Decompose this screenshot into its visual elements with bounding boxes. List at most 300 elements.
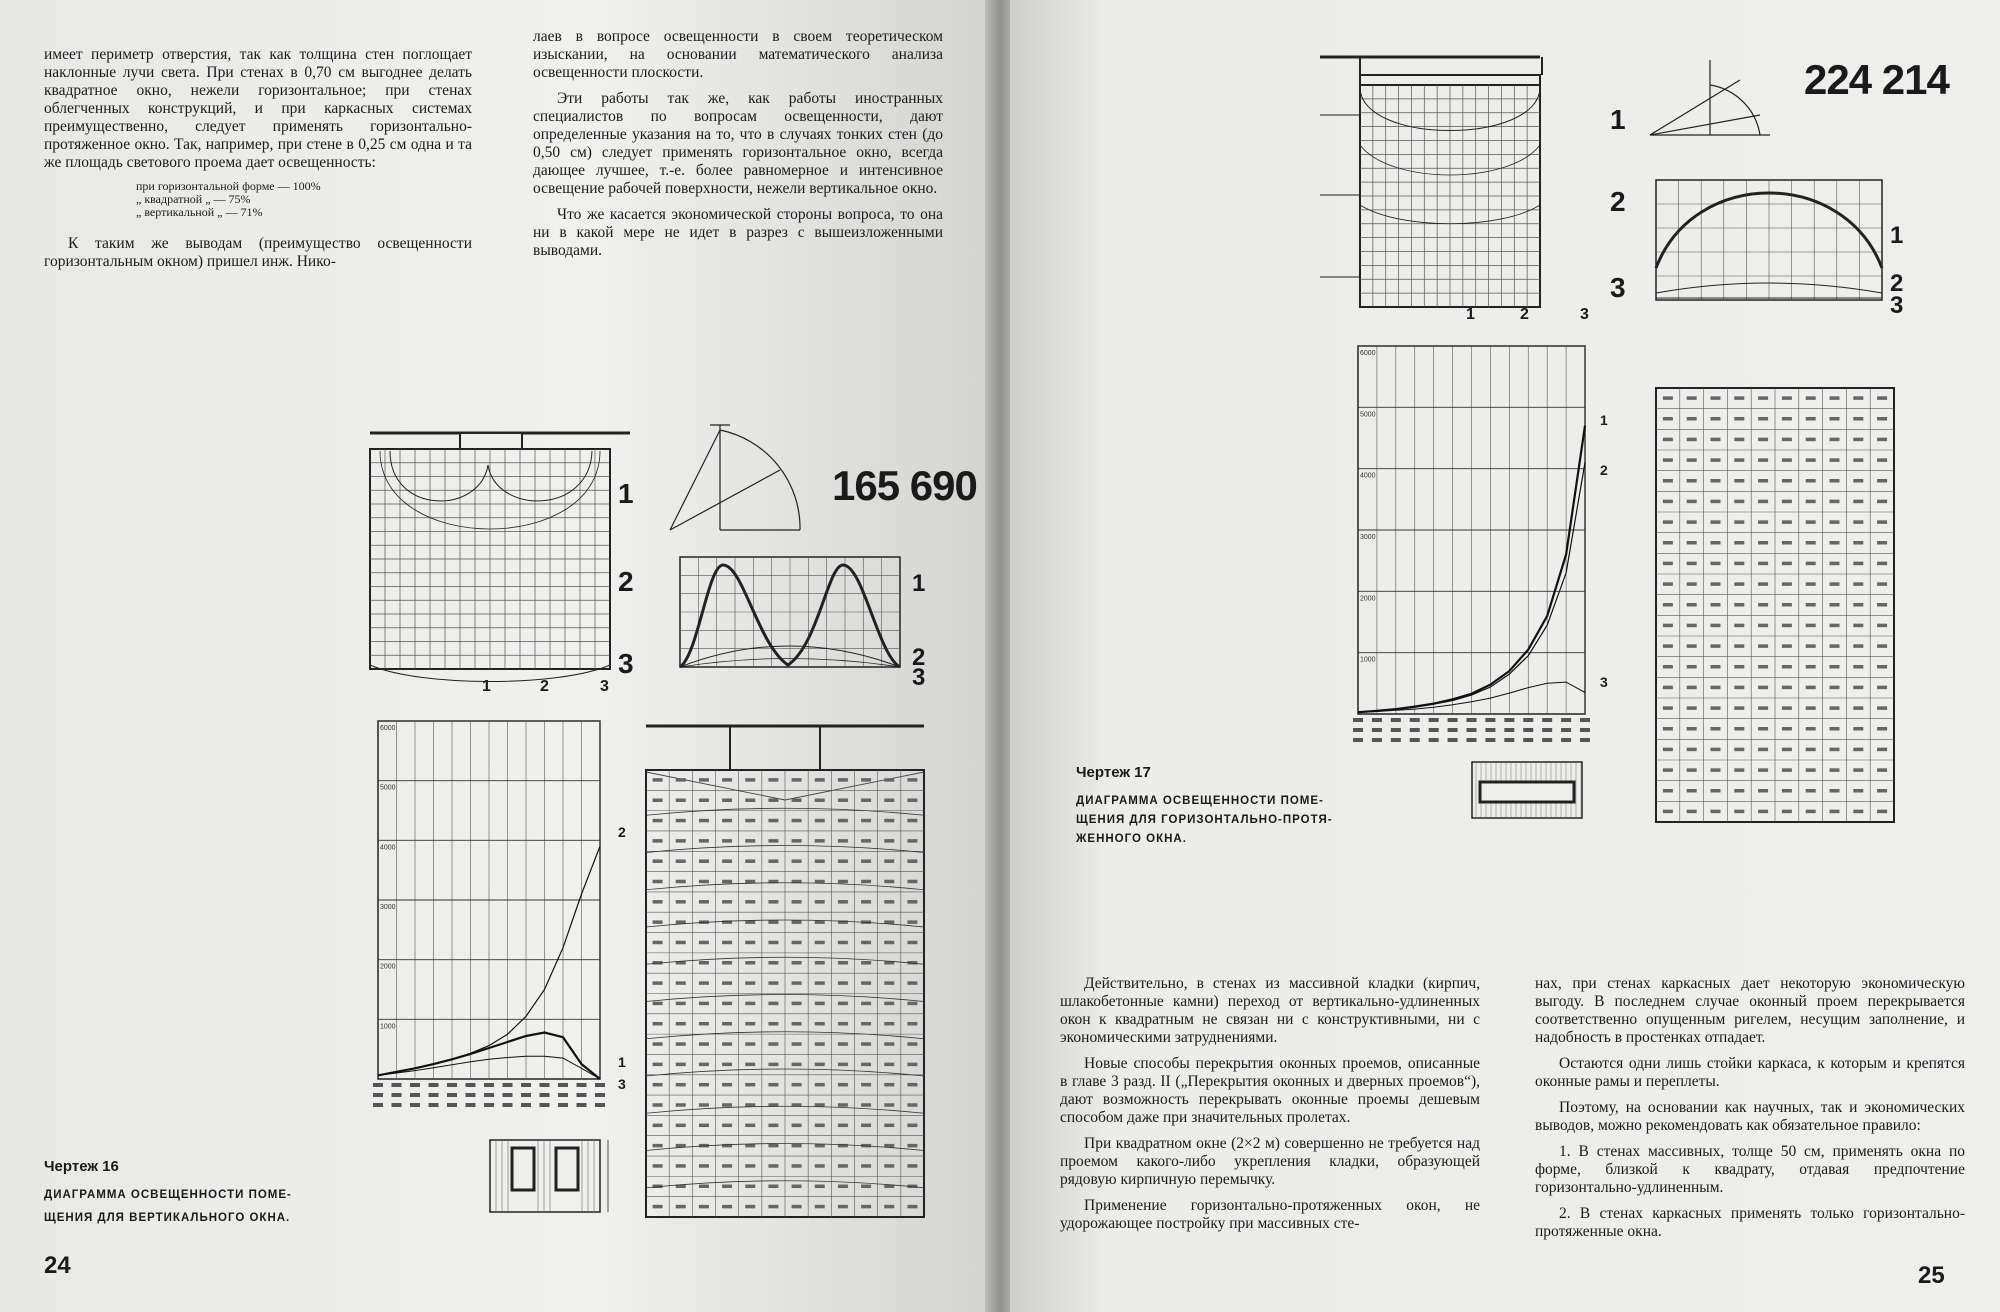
cell-value-mark bbox=[768, 1063, 778, 1067]
cell-value-mark bbox=[792, 1002, 802, 1006]
cell-value-mark bbox=[1782, 520, 1792, 524]
cell-value-mark bbox=[838, 900, 848, 904]
cell-value-mark bbox=[768, 981, 778, 985]
cell-value-mark bbox=[653, 941, 663, 945]
cell-value-mark bbox=[768, 778, 778, 782]
cell-value-mark bbox=[1663, 417, 1673, 421]
cell-value-mark bbox=[1830, 624, 1840, 628]
cell-value-mark bbox=[884, 1042, 894, 1046]
cell-value-mark bbox=[722, 1063, 732, 1067]
cell-value-mark bbox=[1734, 603, 1744, 607]
cell-value-mark bbox=[722, 1042, 732, 1046]
cell-value-mark bbox=[1853, 417, 1863, 421]
cell-value-mark bbox=[699, 880, 709, 884]
cell-value-mark bbox=[653, 1103, 663, 1107]
row-figure-mark bbox=[373, 1093, 383, 1097]
cell-value-mark bbox=[1663, 582, 1673, 586]
cell-value-mark bbox=[1830, 562, 1840, 566]
cell-value-mark bbox=[676, 839, 686, 843]
list-item: „ квадратной „ — 75% bbox=[136, 192, 251, 206]
cell-value-mark bbox=[884, 798, 894, 802]
cell-value-mark bbox=[1806, 665, 1816, 669]
cell-value-mark bbox=[1782, 810, 1792, 814]
cell-value-mark bbox=[676, 880, 686, 884]
cell-value-mark bbox=[1877, 438, 1887, 442]
caption-sub-17-line1: ДИАГРАММА ОСВЕЩЕННОСТИ ПОМЕ- bbox=[1076, 795, 1324, 807]
cell-value-mark bbox=[745, 941, 755, 945]
curve-label-3: 3 bbox=[912, 664, 926, 691]
cell-value-mark bbox=[1734, 624, 1744, 628]
right-col1-para2: Новые способы перекрытия оконных проемов, описанные в главе 3 разд. II („Перекрытия оконных и дверных проемов“), дают возможность перекрывать оконные проемы дешевым способом даже при значительных пролетах. bbox=[1060, 1055, 1480, 1126]
cell-value-mark bbox=[1711, 396, 1721, 400]
cell-value-mark bbox=[653, 1124, 663, 1128]
cell-value-mark bbox=[653, 778, 663, 782]
cell-value-mark bbox=[792, 1185, 802, 1189]
cell-value-mark bbox=[907, 920, 917, 924]
cell-value-mark bbox=[1663, 458, 1673, 462]
cell-value-mark bbox=[907, 900, 917, 904]
cell-value-mark bbox=[722, 941, 732, 945]
row-figure-mark bbox=[1353, 738, 1363, 742]
cell-value-mark bbox=[884, 981, 894, 985]
cell-value-mark bbox=[861, 900, 871, 904]
caption-title-17: Чертеж 17 bbox=[1076, 764, 1151, 781]
row-figure-mark bbox=[540, 1083, 550, 1087]
y-tick-label: 3000 bbox=[380, 904, 396, 911]
cell-value-mark bbox=[1687, 417, 1697, 421]
cell-value-mark bbox=[861, 1124, 871, 1128]
cell-value-mark bbox=[861, 1063, 871, 1067]
cell-value-mark bbox=[1663, 624, 1673, 628]
curve-label-1: 1 bbox=[912, 570, 926, 597]
cell-value-mark bbox=[861, 981, 871, 985]
cell-value-mark bbox=[676, 798, 686, 802]
cell-value-mark bbox=[1806, 458, 1816, 462]
cell-value-mark bbox=[907, 859, 917, 863]
row-figure-mark bbox=[595, 1093, 605, 1097]
row-figure-mark bbox=[1372, 718, 1382, 722]
cell-value-mark bbox=[1853, 541, 1863, 545]
cell-value-mark bbox=[1734, 789, 1744, 793]
cell-value-mark bbox=[861, 778, 871, 782]
cell-value-mark bbox=[1830, 810, 1840, 814]
cell-value-mark bbox=[1782, 789, 1792, 793]
cell-value-mark bbox=[1711, 665, 1721, 669]
cell-value-mark bbox=[1711, 810, 1721, 814]
cell-value-mark bbox=[722, 1164, 732, 1168]
cell-value-mark bbox=[676, 1205, 686, 1209]
cell-value-mark bbox=[1711, 520, 1721, 524]
cell-value-mark bbox=[745, 1185, 755, 1189]
cell-value-mark bbox=[792, 961, 802, 965]
cell-value-mark bbox=[1853, 810, 1863, 814]
row-figure-mark bbox=[447, 1103, 457, 1107]
angle-diagram-horizontal bbox=[1640, 55, 1790, 145]
cell-value-mark bbox=[861, 1103, 871, 1107]
cell-value-mark bbox=[907, 839, 917, 843]
cell-value-mark bbox=[653, 1205, 663, 1209]
cell-value-mark bbox=[861, 798, 871, 802]
row-figure-mark bbox=[1391, 738, 1401, 742]
cell-value-mark bbox=[1877, 582, 1887, 586]
cell-value-mark bbox=[907, 941, 917, 945]
cell-value-mark bbox=[1663, 706, 1673, 710]
cell-value-mark bbox=[815, 1205, 825, 1209]
cell-value-mark bbox=[792, 1042, 802, 1046]
cell-value-mark bbox=[1734, 438, 1744, 442]
cell-value-mark bbox=[1758, 624, 1768, 628]
plan-axis-3: 3 bbox=[600, 678, 609, 695]
cell-value-mark bbox=[1663, 520, 1673, 524]
right-col2-para4: 1. В стенах массивных, толще 50 см, применять окна по форме, близкой к квадрату, отдавая предпочтение горизонтально-удлиненным. bbox=[1535, 1143, 1965, 1196]
plan-diagram-vertical bbox=[360, 425, 640, 700]
row-figure-mark bbox=[1561, 738, 1571, 742]
cell-value-mark bbox=[815, 1022, 825, 1026]
cell-value-mark bbox=[907, 1144, 917, 1148]
cell-value-mark bbox=[907, 1083, 917, 1087]
y-tick-label: 1000 bbox=[1360, 656, 1376, 664]
cell-value-mark bbox=[838, 1083, 848, 1087]
cell-value-mark bbox=[745, 1164, 755, 1168]
cell-value-mark bbox=[1687, 768, 1697, 772]
row-figure-mark bbox=[577, 1103, 587, 1107]
cell-value-mark bbox=[1758, 520, 1768, 524]
row-figure-mark bbox=[1504, 718, 1514, 722]
plan-diagram-horizontal bbox=[1310, 55, 1550, 330]
cell-value-mark bbox=[907, 1002, 917, 1006]
cell-value-mark bbox=[884, 1063, 894, 1067]
cell-value-mark bbox=[1782, 644, 1792, 648]
cell-value-mark bbox=[1663, 644, 1673, 648]
plan17-axis-3: 3 bbox=[1580, 306, 1589, 323]
cell-value-mark bbox=[1830, 458, 1840, 462]
cell-value-mark bbox=[1806, 396, 1816, 400]
cell-value-mark bbox=[1711, 624, 1721, 628]
cell-value-mark bbox=[1663, 541, 1673, 545]
cell-value-mark bbox=[907, 778, 917, 782]
cell-value-mark bbox=[768, 819, 778, 823]
cell-value-mark bbox=[1782, 748, 1792, 752]
window-elevation-horizontal bbox=[1470, 760, 1590, 820]
cell-value-mark bbox=[1663, 665, 1673, 669]
cell-value-mark bbox=[1782, 562, 1792, 566]
cell-value-mark bbox=[861, 1083, 871, 1087]
chart-label-2: 2 bbox=[618, 824, 626, 840]
cell-value-mark bbox=[722, 839, 732, 843]
cell-value-mark bbox=[792, 1164, 802, 1168]
cell-value-mark bbox=[699, 859, 709, 863]
cell-value-mark bbox=[1734, 541, 1744, 545]
cell-value-mark bbox=[1830, 789, 1840, 793]
illumination-chart-vertical bbox=[370, 715, 610, 1115]
room-grid-horizontal bbox=[1650, 380, 1900, 830]
cell-value-mark bbox=[768, 941, 778, 945]
row-figure-mark bbox=[1523, 718, 1533, 722]
cell-value-mark bbox=[861, 880, 871, 884]
row-figure-mark bbox=[1467, 728, 1477, 732]
cell-value-mark bbox=[676, 819, 686, 823]
cell-value-mark bbox=[722, 778, 732, 782]
cell-value-mark bbox=[768, 1002, 778, 1006]
cell-value-mark bbox=[1877, 541, 1887, 545]
plan-label-1: 1 bbox=[618, 478, 634, 509]
cell-value-mark bbox=[676, 1063, 686, 1067]
row-figure-mark bbox=[466, 1083, 476, 1087]
left-text-col2 bbox=[533, 28, 943, 268]
cell-value-mark bbox=[792, 778, 802, 782]
cell-value-mark bbox=[861, 1205, 871, 1209]
cell-value-mark bbox=[1782, 603, 1792, 607]
cell-value-mark bbox=[1877, 810, 1887, 814]
row-figure-mark bbox=[373, 1103, 383, 1107]
cell-value-mark bbox=[815, 778, 825, 782]
cell-value-mark bbox=[1782, 582, 1792, 586]
cell-value-mark bbox=[815, 941, 825, 945]
y-tick-label: 2000 bbox=[380, 963, 396, 971]
cell-value-mark bbox=[1758, 706, 1768, 710]
cell-value-mark bbox=[815, 961, 825, 965]
cell-value-mark bbox=[722, 1022, 732, 1026]
cell-value-mark bbox=[1758, 768, 1768, 772]
cell-value-mark bbox=[1711, 789, 1721, 793]
cell-value-mark bbox=[1853, 665, 1863, 669]
right-col2-para3: Поэтому, на основании как научных, так и экономических выводов, можно рекомендовать как обязательное правило: bbox=[1535, 1099, 1965, 1134]
cell-value-mark bbox=[1687, 665, 1697, 669]
cell-value-mark bbox=[792, 1083, 802, 1087]
cell-value-mark bbox=[907, 981, 917, 985]
cell-value-mark bbox=[792, 920, 802, 924]
cell-value-mark bbox=[653, 819, 663, 823]
cell-value-mark bbox=[792, 1063, 802, 1067]
cell-value-mark bbox=[1877, 727, 1887, 731]
y-tick-label: 6000 bbox=[1360, 350, 1376, 357]
window-opening bbox=[730, 726, 820, 770]
cell-value-mark bbox=[1758, 500, 1768, 504]
cell-value-mark bbox=[699, 941, 709, 945]
y-tick-label: 4000 bbox=[380, 844, 396, 852]
cell-value-mark bbox=[1663, 438, 1673, 442]
row-figure-mark bbox=[410, 1093, 420, 1097]
cell-value-mark bbox=[861, 941, 871, 945]
cell-value-mark bbox=[1806, 686, 1816, 690]
row-figure-mark bbox=[466, 1103, 476, 1107]
cell-value-mark bbox=[653, 981, 663, 985]
row-figure-mark bbox=[1561, 728, 1571, 732]
cell-value-mark bbox=[884, 1205, 894, 1209]
cell-value-mark bbox=[676, 1124, 686, 1128]
cell-value-mark bbox=[1758, 665, 1768, 669]
cell-value-mark bbox=[1806, 520, 1816, 524]
row-figure-mark bbox=[1467, 718, 1477, 722]
cell-value-mark bbox=[907, 1042, 917, 1046]
cell-value-mark bbox=[1687, 644, 1697, 648]
cell-value-mark bbox=[907, 1205, 917, 1209]
cell-value-mark bbox=[838, 819, 848, 823]
cell-value-mark bbox=[1711, 603, 1721, 607]
cell-value-mark bbox=[1663, 686, 1673, 690]
cell-value-mark bbox=[768, 1124, 778, 1128]
row-figure-mark bbox=[1580, 718, 1590, 722]
cell-value-mark bbox=[699, 819, 709, 823]
cell-value-mark bbox=[1687, 810, 1697, 814]
cell-value-mark bbox=[1877, 789, 1887, 793]
cell-value-mark bbox=[1806, 706, 1816, 710]
cell-value-mark bbox=[676, 1164, 686, 1168]
cell-value-mark bbox=[676, 941, 686, 945]
cell-value-mark bbox=[1758, 396, 1768, 400]
cell-value-mark bbox=[1734, 458, 1744, 462]
cell-value-mark bbox=[1734, 582, 1744, 586]
row-figure-mark bbox=[521, 1093, 531, 1097]
cell-value-mark bbox=[1663, 562, 1673, 566]
row-figure-mark bbox=[466, 1093, 476, 1097]
cell-value-mark bbox=[815, 1124, 825, 1128]
left-text-col1 bbox=[44, 46, 472, 279]
curve17-label-3: 3 bbox=[1890, 292, 1904, 319]
left-col1-para2: К таким же выводам (преимущество освещенности горизонтальным окном) пришел инж. Нико- bbox=[44, 235, 472, 270]
cell-value-mark bbox=[1687, 706, 1697, 710]
row-figure-mark bbox=[1429, 728, 1439, 732]
cell-value-mark bbox=[699, 798, 709, 802]
row-figure-mark bbox=[1542, 718, 1552, 722]
cell-value-mark bbox=[653, 900, 663, 904]
cell-value-mark bbox=[1734, 748, 1744, 752]
cell-value-mark bbox=[884, 819, 894, 823]
left-col2-para1: лаев в вопросе освещенности в своем теоретическом изыскании, на основании математического анализа освещенности плоскости. bbox=[533, 28, 943, 81]
cell-value-mark bbox=[1853, 458, 1863, 462]
cell-value-mark bbox=[884, 859, 894, 863]
cell-value-mark bbox=[838, 941, 848, 945]
cell-value-mark bbox=[1687, 562, 1697, 566]
cell-value-mark bbox=[1806, 582, 1816, 586]
plan17-axis-2: 2 bbox=[1520, 306, 1529, 323]
cell-value-mark bbox=[861, 961, 871, 965]
cell-value-mark bbox=[1830, 479, 1840, 483]
left-col2-para2: Эти работы так же, как работы иностранных специалистов по вопросам освещенности, дают определенные указания на то, что в случаях тонких стен (до 0,50 см) следует применять горизонтальное окно, всегда дающее лучшее, т.-е. более равномерное и интенсивное освещение рабочей поверхности, нежели вертикальное окно. bbox=[533, 90, 943, 197]
left-col1-para1: имеет периметр отверстия, так как толщина стен поглощает наклонные лучи света. При стенах в 0,70 см выгоднее делать квадратное окно, нежели горизонтальное; при стенах облегченных конструкций, и при каркасных системах преимущественно, следует применять горизонтально-протяженное окно. Так, например, при стене в 0,25 см одна и та же площадь светового проема дает освещенность: bbox=[44, 46, 472, 171]
cell-value-mark bbox=[745, 819, 755, 823]
cell-value-mark bbox=[745, 1124, 755, 1128]
cell-value-mark bbox=[1758, 541, 1768, 545]
cell-value-mark bbox=[861, 1022, 871, 1026]
cell-value-mark bbox=[1758, 810, 1768, 814]
cell-value-mark bbox=[861, 1042, 871, 1046]
cell-value-mark bbox=[815, 981, 825, 985]
cell-value-mark bbox=[699, 1124, 709, 1128]
row-figure-mark bbox=[595, 1083, 605, 1087]
row-figure-mark bbox=[503, 1083, 513, 1087]
cell-value-mark bbox=[1782, 417, 1792, 421]
cell-value-mark bbox=[1687, 582, 1697, 586]
cell-value-mark bbox=[1853, 706, 1863, 710]
cell-value-mark bbox=[1711, 582, 1721, 586]
cell-value-mark bbox=[1687, 500, 1697, 504]
cell-value-mark bbox=[1687, 438, 1697, 442]
cell-value-mark bbox=[1758, 686, 1768, 690]
cell-value-mark bbox=[1734, 686, 1744, 690]
cell-value-mark bbox=[1663, 603, 1673, 607]
row-figure-mark bbox=[558, 1093, 568, 1097]
cell-value-mark bbox=[1758, 582, 1768, 586]
cell-value-mark bbox=[907, 1124, 917, 1128]
cell-value-mark bbox=[1734, 479, 1744, 483]
y-tick-label: 5000 bbox=[380, 784, 396, 792]
curve-diagram-vertical bbox=[678, 555, 908, 685]
row-figure-mark bbox=[429, 1083, 439, 1087]
cell-value-mark bbox=[1830, 686, 1840, 690]
cell-value-mark bbox=[884, 1002, 894, 1006]
cell-value-mark bbox=[907, 1063, 917, 1067]
y-tick-label: 1000 bbox=[380, 1023, 396, 1031]
cell-value-mark bbox=[815, 1083, 825, 1087]
right-col2-para5: 2. В стенах каркасных применять только горизонтально-протяженные окна. bbox=[1535, 1205, 1965, 1240]
row-figure-mark bbox=[521, 1103, 531, 1107]
plan-label-3: 3 bbox=[618, 648, 634, 679]
cell-value-mark bbox=[1734, 706, 1744, 710]
row-figure-mark bbox=[1448, 718, 1458, 722]
cell-value-mark bbox=[1782, 500, 1792, 504]
cell-value-mark bbox=[653, 920, 663, 924]
row-figure-mark bbox=[1391, 718, 1401, 722]
cell-value-mark bbox=[768, 1022, 778, 1026]
cell-value-mark bbox=[722, 900, 732, 904]
cell-value-mark bbox=[1806, 541, 1816, 545]
cell-value-mark bbox=[884, 880, 894, 884]
cell-value-mark bbox=[1758, 417, 1768, 421]
cell-value-mark bbox=[907, 819, 917, 823]
cell-value-mark bbox=[1782, 541, 1792, 545]
cell-value-mark bbox=[861, 859, 871, 863]
cell-value-mark bbox=[792, 859, 802, 863]
plan-label-2: 2 bbox=[618, 566, 634, 597]
cell-value-mark bbox=[1877, 665, 1887, 669]
cell-value-mark bbox=[815, 1164, 825, 1168]
cell-value-mark bbox=[1687, 727, 1697, 731]
right-col1-para1: Действительно, в стенах из массивной кладки (кирпич, шлакобетонные камни) переход от вертикально-удлиненных окон к квадратным не связан ни с конструктивными, ни с экономическими затруднениями. bbox=[1060, 975, 1480, 1046]
cell-value-mark bbox=[1782, 706, 1792, 710]
cell-value-mark bbox=[884, 778, 894, 782]
row-figure-mark bbox=[1448, 728, 1458, 732]
cell-value-mark bbox=[907, 880, 917, 884]
cell-value-mark bbox=[838, 1164, 848, 1168]
cell-value-mark bbox=[745, 859, 755, 863]
chart-label-1: 1 bbox=[618, 1054, 626, 1070]
cell-value-mark bbox=[676, 1083, 686, 1087]
cell-value-mark bbox=[1782, 665, 1792, 669]
cell-value-mark bbox=[838, 1185, 848, 1189]
cell-value-mark bbox=[792, 1144, 802, 1148]
cell-value-mark bbox=[815, 1185, 825, 1189]
row-figure-mark bbox=[503, 1093, 513, 1097]
cell-value-mark bbox=[768, 961, 778, 965]
row-figure-mark bbox=[392, 1083, 402, 1087]
cell-value-mark bbox=[1853, 500, 1863, 504]
cell-value-mark bbox=[1758, 562, 1768, 566]
caption-sub-17-line2: ЩЕНИЯ ДЛЯ ГОРИЗОНТАЛЬНО-ПРОТЯ- bbox=[1076, 814, 1333, 826]
cell-value-mark bbox=[745, 798, 755, 802]
cell-value-mark bbox=[653, 880, 663, 884]
row-figure-mark bbox=[577, 1083, 587, 1087]
cell-value-mark bbox=[1853, 520, 1863, 524]
row-figure-mark bbox=[1523, 728, 1533, 732]
cell-value-mark bbox=[722, 819, 732, 823]
cell-value-mark bbox=[792, 1124, 802, 1128]
illumination-list bbox=[44, 180, 472, 219]
cell-value-mark bbox=[653, 1042, 663, 1046]
cell-value-mark bbox=[838, 778, 848, 782]
cell-value-mark bbox=[1830, 727, 1840, 731]
cell-value-mark bbox=[838, 798, 848, 802]
